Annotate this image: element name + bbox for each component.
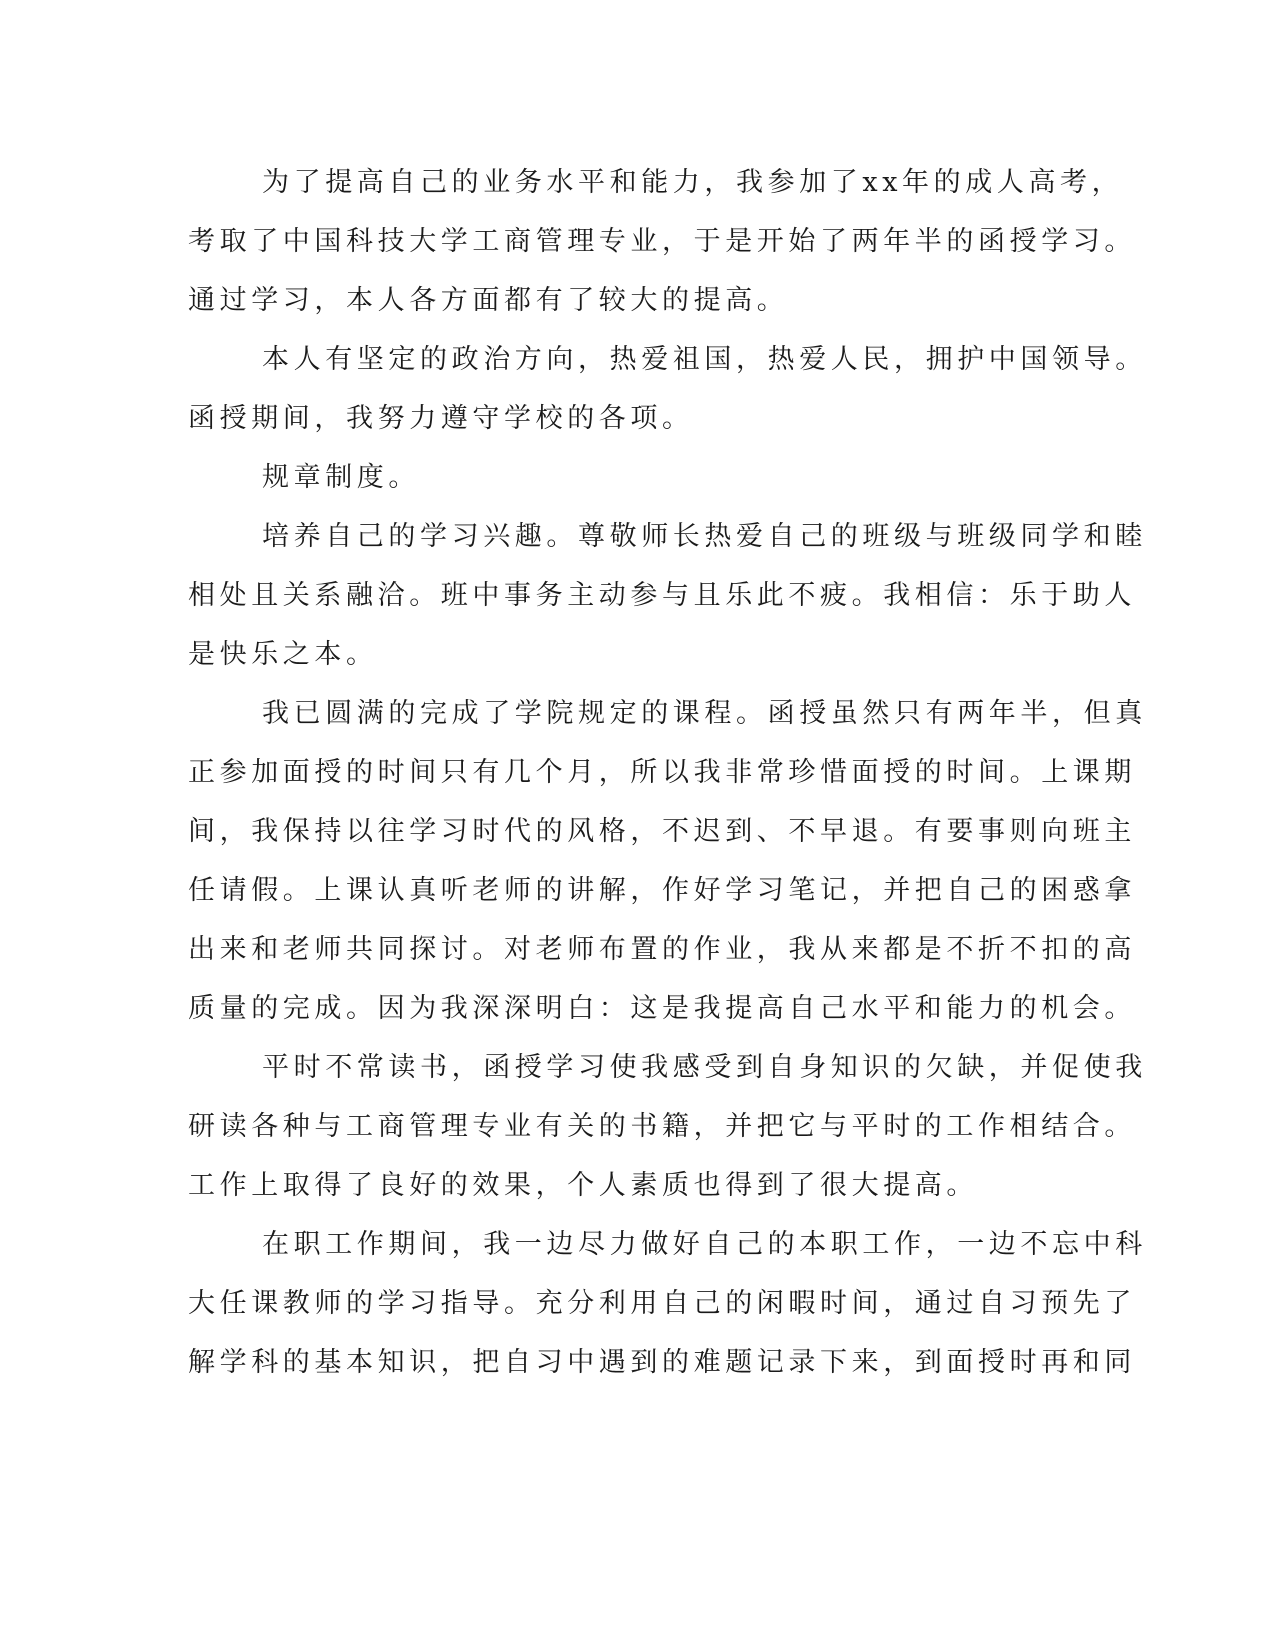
text-line: 大任课教师的学习指导。充分利用自己的闲暇时间，通过自习预先了 [188,1288,1136,1319]
text-line: 规章制度。 [262,462,420,493]
text-line: 出来和老师共同探讨。对老师布置的作业，我从来都是不折不扣的高 [188,934,1136,965]
text-line: 相处且关系融洽。班中事务主动参与且乐此不疲。我相信：乐于助人 [188,580,1136,611]
text-line: 为了提高自己的业务水平和能力，我参加了xx年的成人高考， [262,167,1124,198]
text-line: 解学科的基本知识，把自习中遇到的难题记录下来，到面授时再和同 [188,1347,1136,1378]
text-line: 培养自己的学习兴趣。尊敬师长热爱自己的班级与班级同学和睦 [262,521,1147,552]
text-line: 通过学习，本人各方面都有了较大的提高。 [188,285,789,316]
text-line: 质量的完成。因为我深深明白：这是我提高自己水平和能力的机会。 [188,993,1136,1024]
text-line: 在职工作期间，我一边尽力做好自己的本职工作，一边不忘中科 [262,1229,1147,1260]
text-line: 我已圆满的完成了学院规定的课程。函授虽然只有两年半，但真 [262,698,1147,729]
text-line: 函授期间，我努力遵守学校的各项。 [188,403,694,434]
text-line: 是快乐之本。 [188,639,378,670]
text-line: 工作上取得了良好的效果，个人素质也得到了很大提高。 [188,1170,978,1201]
text-line: 考取了中国科技大学工商管理专业，于是开始了两年半的函授学习。 [188,226,1136,257]
text-line: 正参加面授的时间只有几个月，所以我非常珍惜面授的时间。上课期 [188,757,1136,788]
document-body [188,153,1147,1392]
text-line: 本人有坚定的政治方向，热爱祖国，热爱人民，拥护中国领导。 [262,344,1147,375]
text-line: 平时不常读书，函授学习使我感受到自身知识的欠缺，并促使我 [262,1052,1147,1083]
text-line: 间，我保持以往学习时代的风格，不迟到、不早退。有要事则向班主 [188,816,1136,847]
text-line: 研读各种与工商管理专业有关的书籍，并把它与平时的工作相结合。 [188,1111,1136,1142]
text-line: 任请假。上课认真听老师的讲解，作好学习笔记，并把自己的困惑拿 [188,875,1136,906]
